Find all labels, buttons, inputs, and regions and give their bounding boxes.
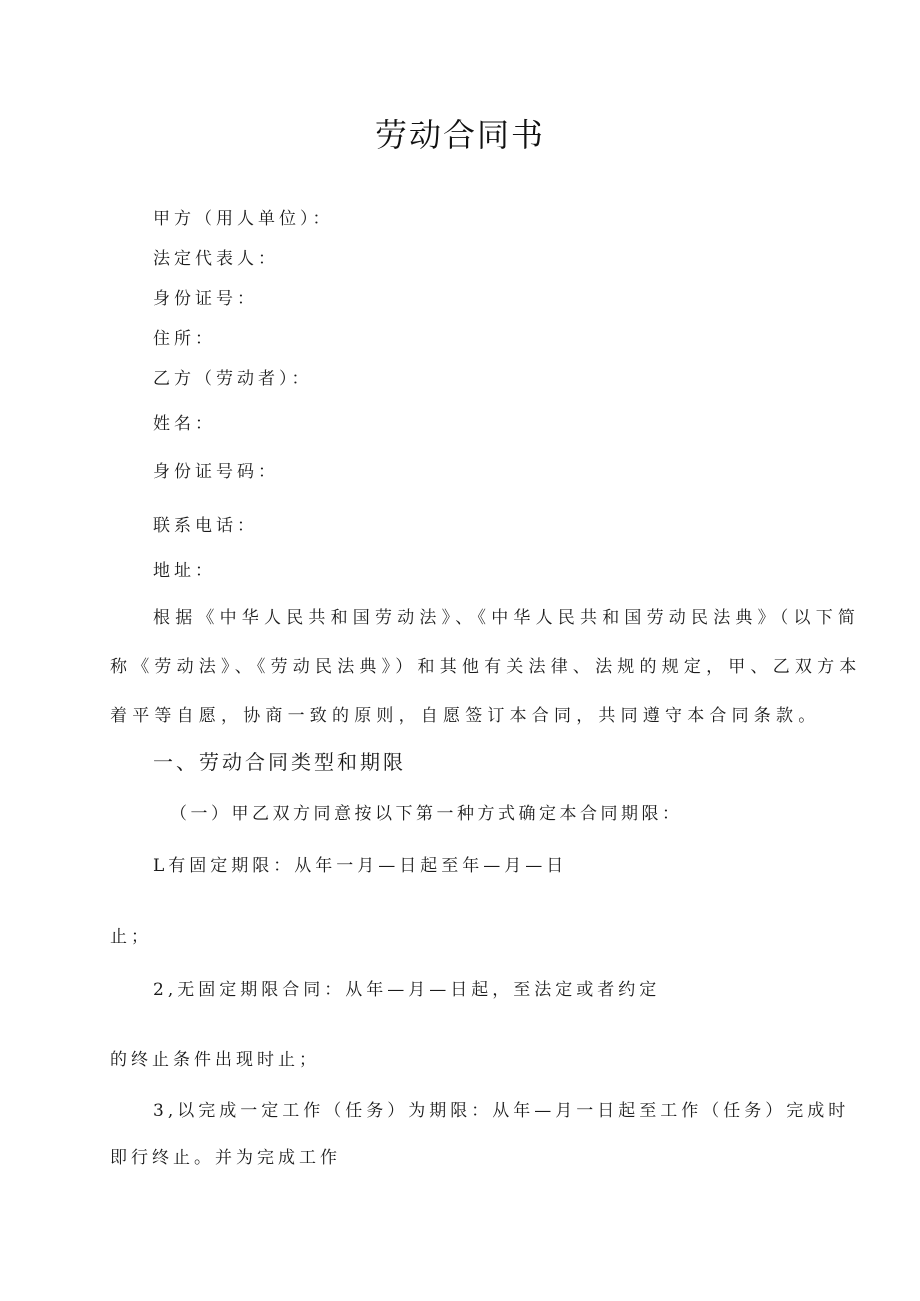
residence-field: 住所： [153,329,216,349]
preamble-line-2: 称《劳动法》、《劳动民法典》）和其他有关法律、法规的规定，甲、乙双方本 [110,657,862,677]
subsection-heading: （一）甲乙双方同意按以下第一种方式确定本合同期限： [170,804,683,824]
address-field: 地址： [153,561,216,581]
document-title: 劳动合同书 [374,116,545,154]
section-heading: 一、劳动合同类型和期限 [153,750,406,774]
term-option-3-continuation: 即行终止。并为完成工作 [110,1148,341,1168]
preamble-line-1: 根据《中华人民共和国劳动法》、《中华人民共和国劳动民法典》（以下简 [153,608,861,628]
legal-representative-field: 法定代表人： [153,249,279,269]
term-option-1-continuation: 止； [110,927,152,947]
id-number-field: 身份证号： [153,289,258,309]
employee-id-number-field: 身份证号码： [153,462,279,482]
term-option-2: 2,无固定期限合同：从年—月—日起，至法定或者约定 [153,980,661,1000]
employee-field: 乙方（劳动者）： [153,369,313,389]
term-option-2-continuation: 的终止条件出现时止； [110,1050,320,1070]
phone-field: 联系电话： [153,516,258,536]
employer-field: 甲方（用人单位）： [153,209,334,229]
term-option-3: 3,以完成一定工作（任务）为期限：从年—月一日起至工作（任务）完成时 [153,1101,850,1121]
term-option-1: L有固定期限：从年一月—日起至年—月—日 [153,856,568,876]
preamble-line-3: 着平等自愿，协商一致的原则，自愿签订本合同，共同遵守本合同条款。 [110,706,821,726]
name-field: 姓名： [153,414,216,434]
